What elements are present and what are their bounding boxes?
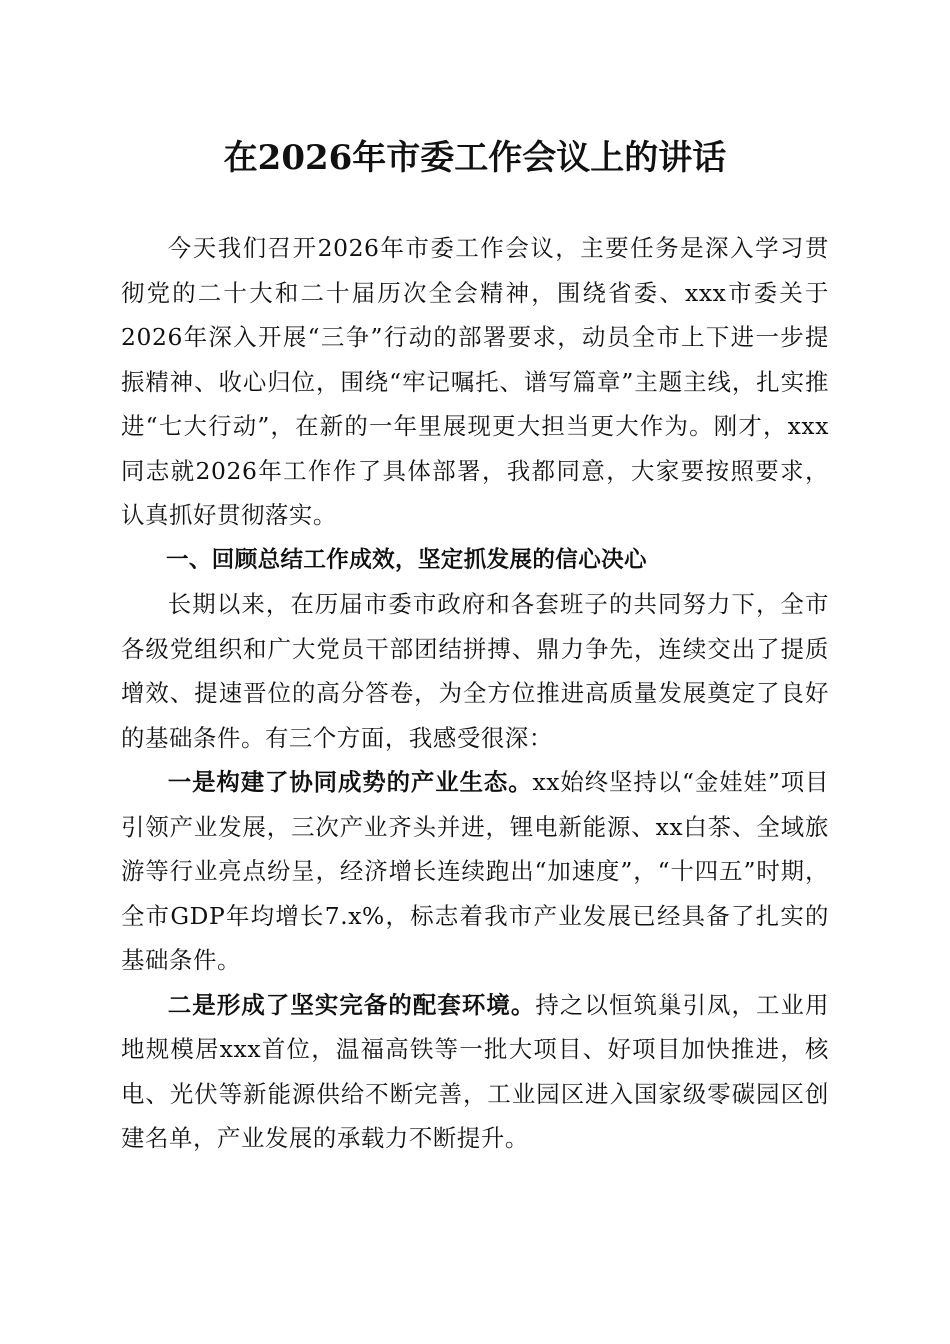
point-lead: 一是构建了协同成势的产业生态。 [167,768,533,796]
paragraph-text: 长期以来，在历届市委市政府和各套班子的共同努力下，全市各级党组织和广大党员干部团结拼搏、鼎力争先，连续交出了提质增效、提速晋位的高分答卷，为全方位推进高质量发展奠定了良好的基础条件。有三个方面，我感受很深： [121,590,829,752]
paragraph-point-two [121,983,829,1161]
paragraph-review [121,582,829,760]
document-body [121,226,829,1161]
paragraph-intro [121,226,829,538]
paragraph-text: 持之以恒筑巢引凤，工业用地规模居xxx首位，温福高铁等一批大项目、好项目加快推进，核电、光伏等新能源供给不断完善，工业园区进入国家级零碳园区创建名单，产业发展的承载力不断提升。 [121,990,829,1152]
paragraph-text: 今天我们召开2026年市委工作会议，主要任务是深入学习贯彻党的二十大和二十届历次全会精神，围绕省委、xxx市委关于2026年深入开展“三争”行动的部署要求，动员全市上下进一步提振精神、收心归位，围绕“牢记嘱托、谱写篇章”主题主线，扎实推进“七大行动”，在新的一年里展现更大担当更大作为。刚才，xxx同志就2026年工作作了具体部署，我都同意，大家要按照要求，认真抓好贯彻落实。 [121,234,829,529]
section-heading [121,538,829,583]
section-heading-text: 一、回顾总结工作成效，坚定抓发展的信心决心 [166,546,647,573]
paragraph-text: xx始终坚持以“金娃娃”项目引领产业发展，三次产业齐头并进，锂电新能源、xx白茶、全域旅游等行业亮点纷呈，经济增长连续跑出“加速度”，“十四五”时期，全市GDP年均增长7.x%，标志着我市产业发展已经具备了扎实的基础条件。 [121,768,830,974]
point-lead: 二是形成了坚实完备的配套环境。 [167,990,536,1019]
paragraph-point-one [121,760,829,983]
page-title: 在2026年市委工作会议上的讲话 [223,138,727,178]
